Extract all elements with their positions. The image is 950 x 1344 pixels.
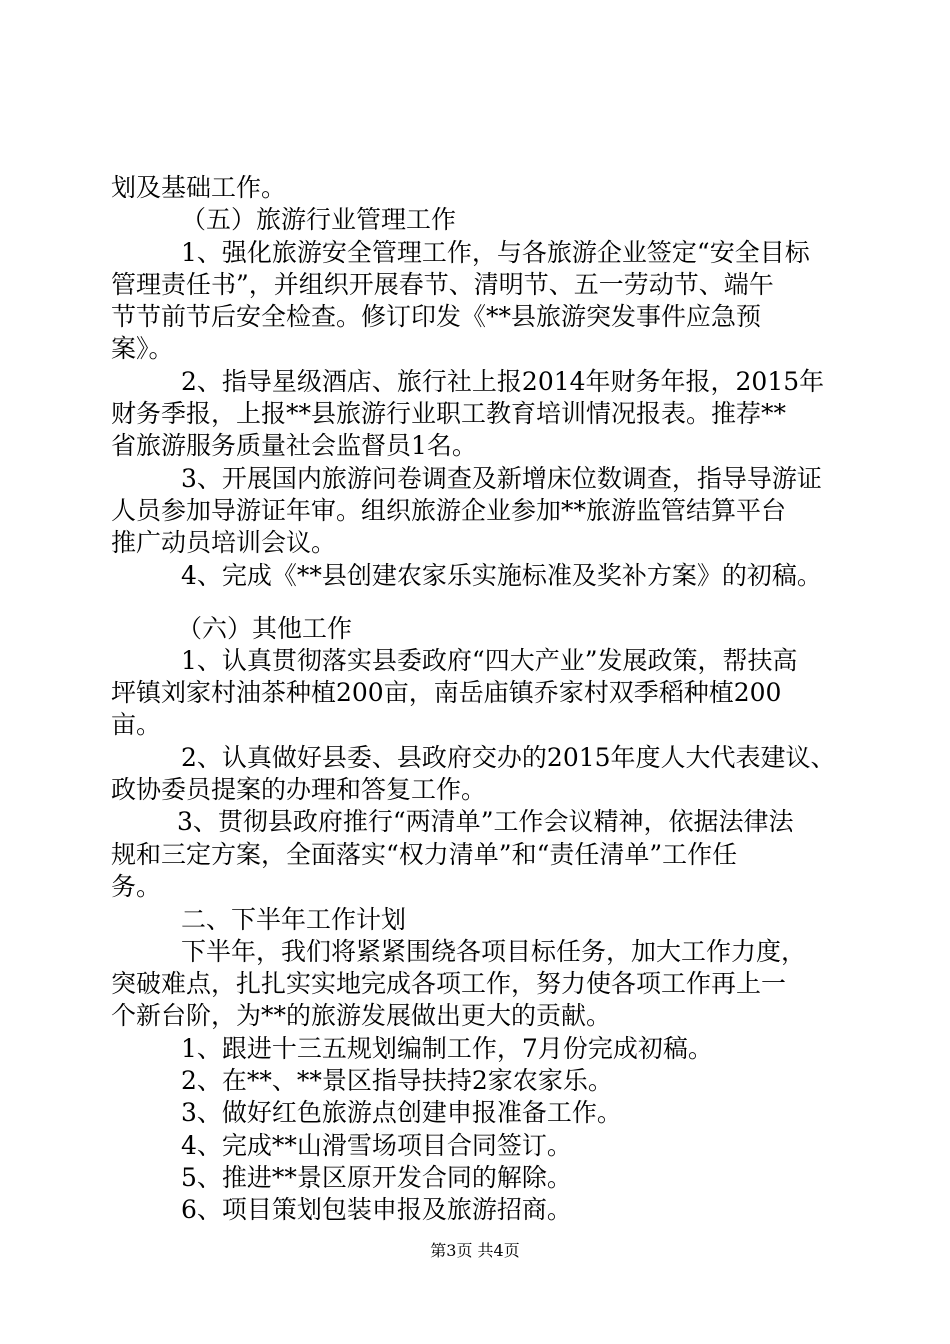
text-line: 规和三定方案，全面落实“权力清单”和“责任清单”工作任 (111, 840, 738, 869)
text-line: 4、完成《**县创建农家乐实施标准及奖补方案》的初稿。 (181, 561, 822, 590)
text-line: 人员参加导游证年审。组织旅游企业参加**旅游监管结算平台 (111, 496, 787, 525)
text-line: 2、认真做好县委、县政府交办的2015年度人大代表建议、 (181, 743, 836, 772)
text-line: 1、认真贯彻落实县委政府“四大产业”发展政策，帮扶高 (181, 646, 798, 675)
text-line: 6、项目策划包装申报及旅游招商。 (181, 1195, 572, 1224)
text-line: 3、贯彻县政府推行“两清单”工作会议精神，依据法律法 (177, 807, 794, 836)
section-heading: （五）旅游行业管理工作 (181, 205, 457, 234)
text-line: 3、开展国内旅游问卷调查及新增床位数调查，指导导游证 (181, 464, 822, 493)
text-line: 1、跟进十三五规划编制工作，7月份完成初稿。 (181, 1034, 713, 1063)
text-line: 下半年，我们将紧紧围绕各项目标任务，加大工作力度， (181, 937, 807, 966)
page-footer: 第3页 共4页 (430, 1241, 520, 1260)
text-line: 坪镇刘家村油茶种植200亩，南岳庙镇乔家村双季稻种植200 (111, 678, 782, 707)
text-line: 亩。 (111, 710, 162, 739)
text-line: 突破难点，扎扎实实地完成各项工作，努力使各项工作再上一 (111, 969, 787, 998)
text-line: 3、做好红色旅游点创建申报准备工作。 (181, 1098, 622, 1127)
text-line: 省旅游服务质量社会监督员1名。 (111, 431, 477, 460)
text-line: 5、推进**景区原开发合同的解除。 (181, 1163, 572, 1192)
text-line: 政协委员提案的办理和答复工作。 (111, 775, 487, 804)
text-line: 务。 (111, 872, 162, 901)
text-line: 管理责任书”，并组织开展春节、清明节、五一劳动节、端午 (111, 270, 774, 299)
text-line: 划及基础工作。 (111, 173, 287, 202)
text-line: 2、在**、**景区指导扶持2家农家乐。 (181, 1066, 613, 1095)
text-line: 1、强化旅游安全管理工作，与各旅游企业签定“安全目标 (181, 238, 810, 267)
section-heading: 二、下半年工作计划 (181, 905, 407, 934)
section-heading: （六）其他工作 (177, 614, 353, 643)
text-line: 推广动员培训会议。 (111, 528, 337, 557)
text-line: 节节前节后安全检查。修订印发《**县旅游突发事件应急预 (111, 302, 762, 331)
text-line: 财务季报，上报**县旅游行业职工教育培训情况报表。推荐** (111, 399, 787, 428)
text-line: 4、完成**山滑雪场项目合同签订。 (181, 1131, 572, 1160)
text-line: 2、指导星级酒店、旅行社上报2014年财务年报，2015年 (181, 367, 825, 396)
text-line: 个新台阶，为**的旅游发展做出更大的贡献。 (111, 1001, 612, 1030)
text-line: 案》。 (111, 334, 174, 363)
